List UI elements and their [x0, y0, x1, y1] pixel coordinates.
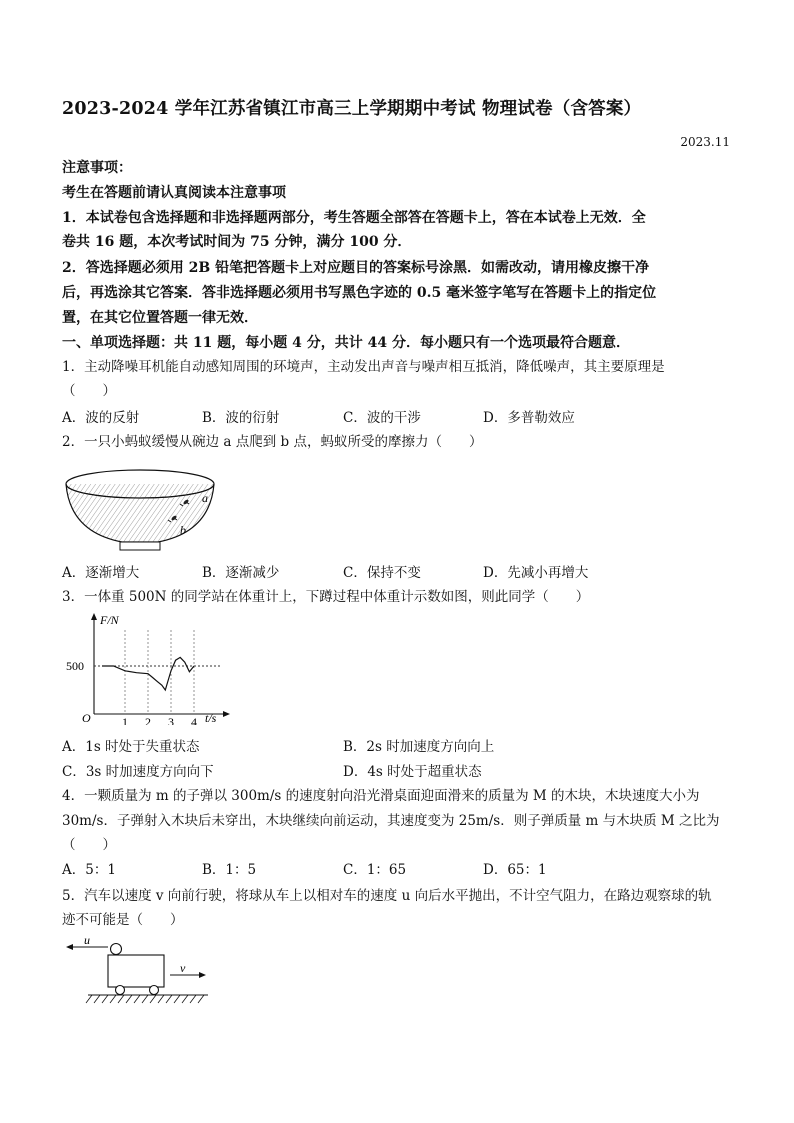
bowl-figure: [62, 462, 222, 554]
q1-option-d: D．多普勒效应: [483, 410, 575, 426]
notice-item-1a: 1．本试卷包含选择题和非选择题两部分，考生答题全部答在答题卡上，答在本试卷上无效．全: [62, 210, 646, 226]
q1-stem: 1．主动降噪耳机能自动感知周围的环境声，主动发出声音与噪声相互抵消，降低噪声，其主要原理是: [62, 359, 665, 375]
q1-option-c: C．波的干涉: [343, 410, 421, 426]
q4-option-c: C．1：65: [343, 862, 407, 878]
notice-item-2c: 置，在其它位置答题一律无效．: [62, 310, 258, 326]
label-a: a: [202, 491, 208, 505]
wheel-right: [150, 986, 159, 995]
origin-label: O: [82, 711, 91, 725]
label-u: u: [84, 933, 90, 947]
q2-option-a: A．逐渐增大: [62, 565, 140, 581]
q4-option-b: B．1：5: [202, 862, 257, 878]
page-title: 2023-2024 学年江苏省镇江市高三上学期期中考试 物理试卷（含答案）: [62, 99, 642, 119]
x-tick-label-4: 4: [191, 715, 197, 725]
force-graph-svg: [62, 610, 232, 725]
q2-option-d: D．先减小再增大: [483, 565, 589, 581]
x-tick-label-3: 3: [168, 715, 174, 725]
q3-option-b: B．2s 时加速度方向向上: [343, 739, 495, 755]
bowl-drawing: [62, 462, 222, 554]
q3-option-d: D．4s 时处于超重状态: [343, 764, 482, 780]
q2-option-c: C．保持不变: [343, 565, 421, 581]
q1-option-a: A．波的反射: [62, 410, 140, 426]
q4-option-d: D．65：1: [483, 862, 547, 878]
y-axis-label: F/N: [100, 613, 119, 627]
q2-stem: 2．一只小蚂蚁缓慢从碗边 a 点爬到 b 点，蚂蚁所受的摩擦力（ ）: [62, 434, 483, 450]
force-time-graph: [62, 610, 232, 725]
q1-bracket: （ ）: [62, 383, 116, 399]
y-tick-500: 500: [66, 659, 84, 673]
section-heading: 一、单项选择题：共 11 题，每小题 4 分，共计 44 分．每小题只有一个选项最符合题意．: [62, 335, 630, 351]
label-v: v: [180, 961, 186, 975]
notice-item-2b: 后，再选涂其它答案．答非选择题必须用书写黑色字迹的 0.5 毫米签字笔写在答题卡上的指定位: [62, 285, 657, 301]
notice-heading: 注意事项：: [62, 160, 132, 176]
q5-stem-a: 5．汽车以速度 v 向前行驶，将球从车上以相对车的速度 u 向后水平抛出，不计空气阻力，在路边观察球的轨: [62, 888, 712, 904]
q4-stem-a: 4．一颗质量为 m 的子弹以 300m/s 的速度射向沿光滑桌面迎面滑来的质量为 M 的木块，木块速度大小为: [62, 788, 700, 804]
car-figure: [62, 932, 212, 1012]
notice-line: 考生在答题前请认真阅读本注意事项: [62, 185, 286, 201]
bowl-body: [66, 484, 214, 542]
q3-option-a: A．1s 时处于失重状态: [62, 739, 200, 755]
q4-option-a: A．5：1: [62, 862, 116, 878]
q5-stem-b: 迹不可能是（ ）: [62, 912, 184, 928]
q2-option-b: B．逐渐减少: [202, 565, 280, 581]
ground-hatch: [86, 995, 204, 1003]
car-drawing: [62, 932, 212, 1012]
x-axis-label: t/s: [205, 711, 217, 725]
x-tick-label-1: 1: [122, 715, 128, 725]
q3-option-c: C．3s 时加速度方向向下: [62, 764, 214, 780]
ball: [111, 944, 122, 955]
q1-option-b: B．波的衍射: [202, 410, 280, 426]
bowl-foot: [120, 542, 160, 550]
car-body: [108, 955, 164, 987]
q4-stem-b: 30m/s．子弹射入木块后未穿出，木块继续向前运动，其速度变为 25m/s．则子弹质量 m 与木块质 M 之比为: [62, 813, 720, 829]
q4-bracket: （ ）: [62, 837, 116, 853]
q3-stem: 3．一体重 500N 的同学站在体重计上，下蹲过程中体重计示数如图，则此同学（ ）: [62, 589, 590, 605]
wheel-left: [116, 986, 125, 995]
notice-item-2a: 2．答选择题必须用 2B 铅笔把答题卡上对应题目的答案标号涂黑．如需改动，请用橡皮擦干净: [62, 260, 650, 276]
label-b: b: [180, 523, 186, 537]
notice-item-1b: 卷共 16 题，本次考试时间为 75 分钟，满分 100 分．: [62, 234, 412, 250]
exam-date: 2023.11: [680, 135, 730, 149]
x-tick-label-2: 2: [145, 715, 151, 725]
